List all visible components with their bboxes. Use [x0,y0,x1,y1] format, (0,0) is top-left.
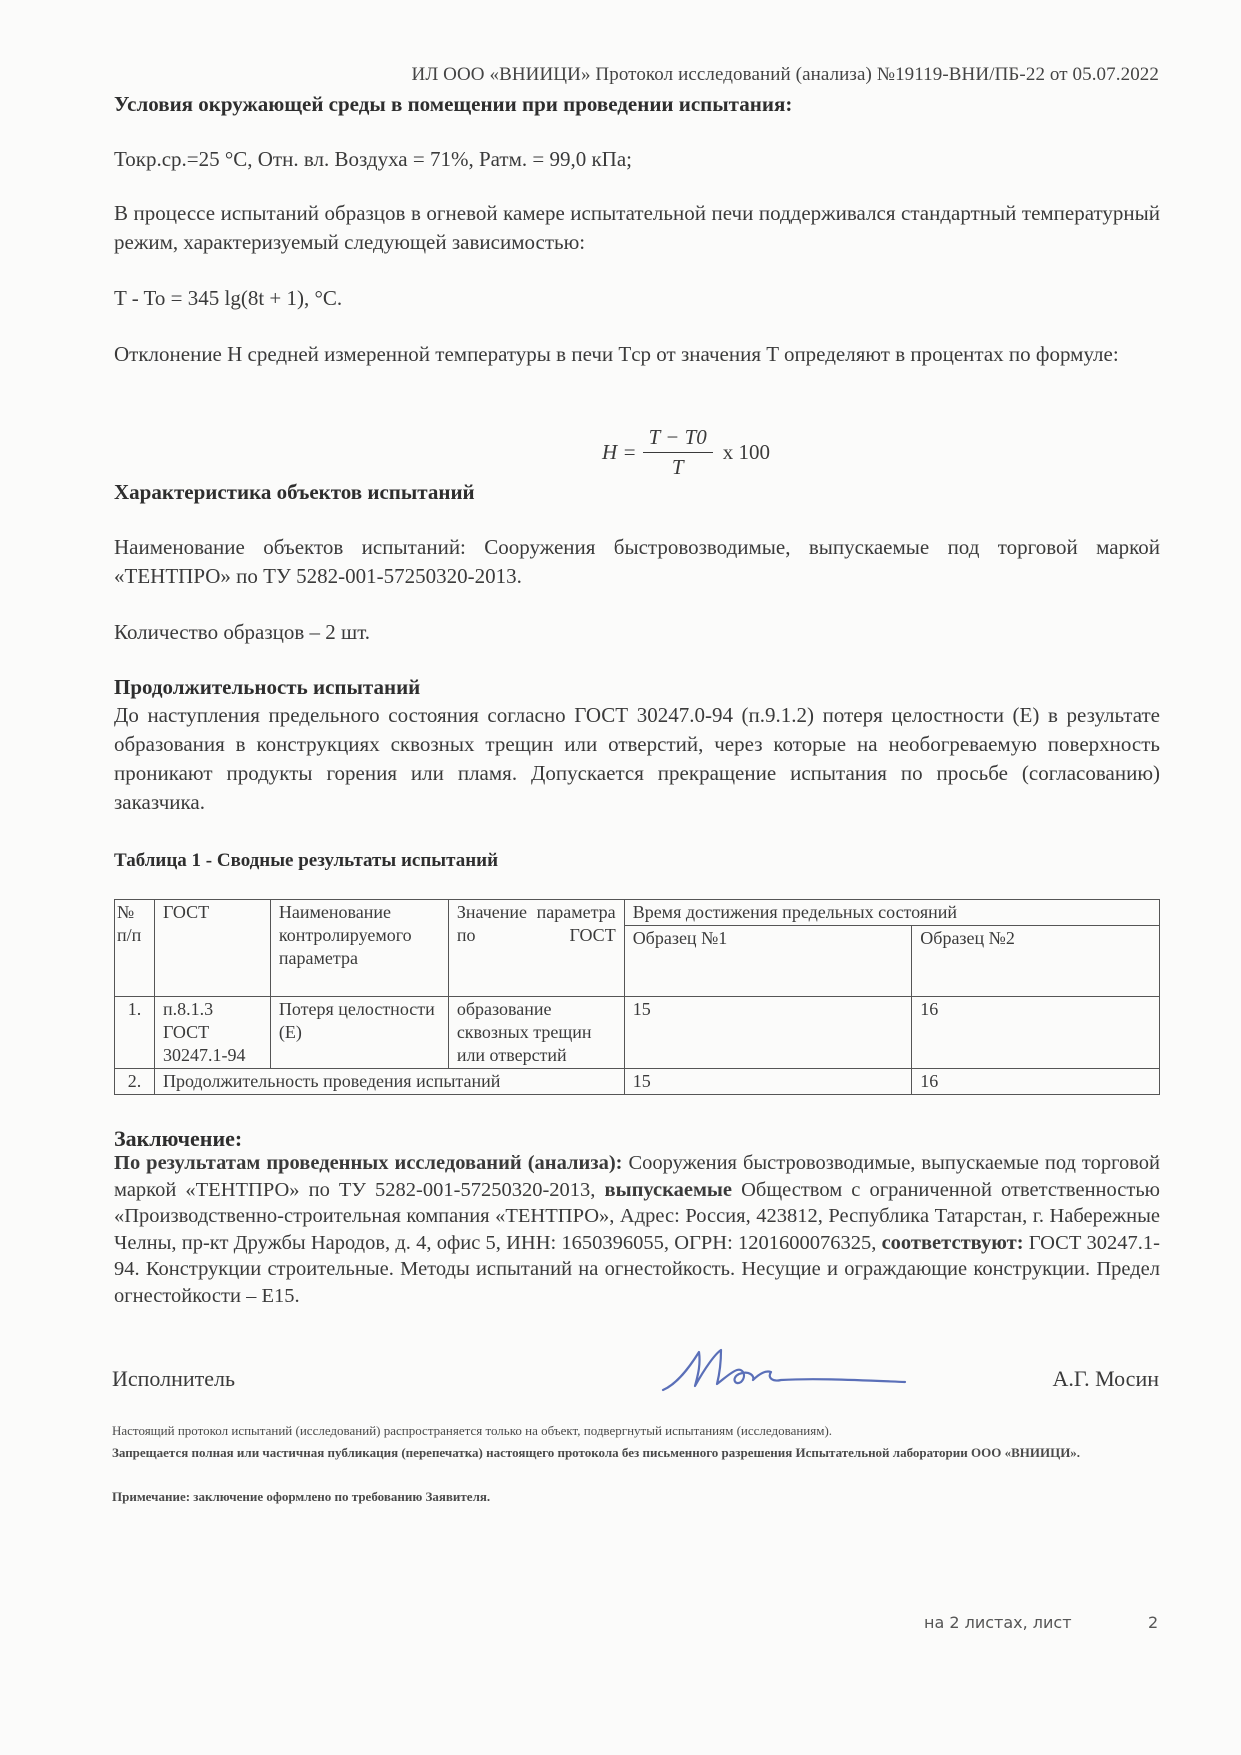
row1-sample2: 16 [912,997,1160,1069]
objects-paragraph: Наименование объектов испытаний: Сооружения быстровозводимые, выпускаемые под торговой маркой «ТЕНТПРО» по ТУ 5282-001-57250320-2013. [114,535,1160,588]
conclusion-bold-produced: выпускаемые [604,1178,733,1201]
objects-title: Характеристика объектов испытаний [114,480,475,504]
footer-note-prohibition: Запрещается полная или частичная публикация (перепечатка) настоящего протокола без письменного разрешения Испытательной лаборатории ООО «ВНИИЦИ». [112,1445,1081,1460]
env-conditions-line: Токр.ср.=25 °С, Отн. вл. Воздуха = 71%, Pатм. = 99,0 кПа; [114,147,632,171]
header-cell-num: № п/п [115,900,155,997]
row2-num: 2. [115,1069,155,1095]
row2-sample1: 15 [624,1069,912,1095]
formula-fraction [643,425,713,480]
conclusion-title: Заключение: [114,1126,243,1151]
row1-num: 1. [115,997,155,1069]
table-title: Таблица 1 - Сводные результаты испытаний [114,850,499,871]
table-row [115,997,1160,1069]
temperature-mode-formula: T - To = 345 lg(8t + 1), °C. [114,286,343,310]
deviation-formula [602,425,770,480]
row1-value: образование сквозных трещин или отверстий [448,997,624,1069]
conclusion-text-2: Обществом с ограниченной ответственностью «Производственно-строительная компания «ТЕНТПРО», Адрес: Россия, 423812, Республика Татарстан, г. Набережные Челны, пр-кт Дружбы Народов, д. 4, офис 5, ИНН: 1650396055, ОГРН: 1201600076325, [114,1178,1160,1254]
deviation-paragraph: Отклонение Н средней измеренной температуры в печи Tср от значения T определяют в процентах по формуле: [114,342,1119,366]
sample-count-line: Количество образцов – 2 шт. [114,620,371,644]
formula-lhs: H = [602,440,637,464]
executor-name: А.Г. Мосин [1052,1366,1159,1391]
page-count-label: на 2 листах, лист [924,1613,1072,1632]
header-cell-sample2: Образец №2 [912,926,1160,997]
page-number: 2 [1148,1613,1159,1632]
header-cell-sample1: Образец №1 [624,926,912,997]
conclusion-lead: По результатам проведенных исследований (анализа): [114,1152,623,1174]
header-cell-value: Значение параметра по ГОСТ [448,900,624,997]
table-header-row [115,900,1160,926]
duration-paragraph: До наступления предельного состояния согласно ГОСТ 30247.0-94 (п.9.1.2) потеря целостности (Е) в результате образования в конструкциях сквозных трещин или отверстий, через которые на необогреваемую поверхность проникают продукты горения или пламя. Допускается прекращение испытания по просьбе (согласованию) заказчика. [114,703,1160,814]
row1-param: Потеря целостности (Е) [270,997,448,1069]
executor-label: Исполнитель [112,1366,236,1391]
header-cell-time: Время достижения предельных состояний [624,900,1159,926]
env-conditions-title: Условия окружающей среды в помещении при проведении испытания: [114,92,793,116]
row2-duration: Продолжительность проведения испытаний [154,1069,624,1095]
temperature-mode-paragraph: В процессе испытаний образцов в огневой камере испытательной печи поддерживался стандартный температурный режим, характеризуемый следующей зависимостью: [114,201,1160,254]
signature-image [655,1338,915,1398]
duration-title: Продолжительность испытаний [114,675,421,699]
footer-note-remark: Примечание: заключение оформлено по требованию Заявителя. [112,1489,491,1504]
header-cell-gost: ГОСТ [154,900,270,997]
conclusion-text-3: ГОСТ 30247.1-94. Конструкции строительные. Методы испытаний на огнестойкость. Несущие и ограждающие конструкции. Предел огнестойкости – Е15. [114,1231,1160,1307]
conclusion-text-1: Сооружения быстровозводимые, выпускаемые под торговой маркой «ТЕНТПРО» по ТУ 5282-001-57250320-2013, [114,1152,1160,1201]
formula-multiplier: x 100 [722,440,770,464]
results-table [114,899,1160,1095]
header-cell-param: Наименование контролируемого параметра [270,900,448,997]
conclusion-paragraph [114,1150,1160,1309]
formula-denominator: T [671,455,684,479]
footer-note-scope: Настоящий протокол испытаний (исследований) распространяется только на объект, подвергнутый испытаниям (исследованиям). [112,1423,833,1438]
row2-sample2: 16 [912,1069,1160,1095]
row1-gost: п.8.1.3 ГОСТ 30247.1-94 [154,997,270,1069]
row1-sample1: 15 [624,997,912,1069]
formula-numerator: T − T0 [643,425,713,453]
conclusion-bold-comply: соответствуют: [881,1231,1024,1254]
table-row [115,1069,1160,1095]
document-header: ИЛ ООО «ВНИИЦИ» Протокол исследований (анализа) №19119-ВНИ/ПБ-22 от 05.07.2022 [411,64,1159,85]
